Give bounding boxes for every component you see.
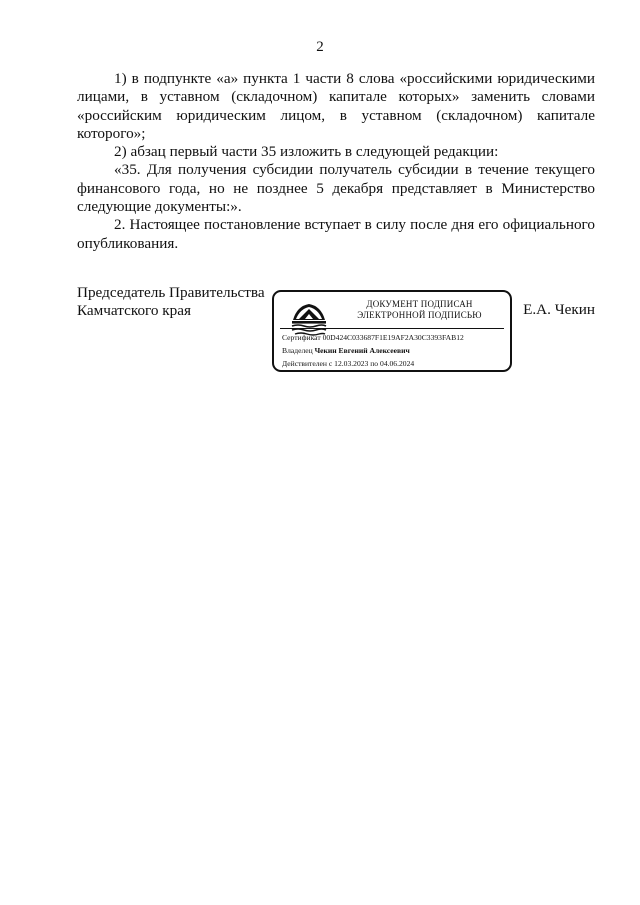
- stamp-validity-label: Действителен: [282, 359, 327, 368]
- paragraph-new-wording: «35. Для получения субсидии получатель субсидии в течение текущего финансового года, но не позднее 5 декабря представляет в Министерство следующие документы:».: [77, 161, 595, 216]
- government-emblem-icon: [288, 300, 330, 336]
- stamp-certificate: [282, 333, 464, 342]
- stamp-title-line-2: ЭЛЕКТРОННОЙ ПОДПИСЬЮ: [357, 310, 482, 320]
- stamp-certificate-value: 00D424C033687F1E19AF2A30C3393FAB12: [322, 333, 464, 342]
- stamp-validity-to-word: по: [370, 359, 379, 368]
- stamp-validity-to: 04.06.2024: [380, 359, 415, 368]
- paragraph-amendment-1: 1) в подпункте «а» пункта 1 части 8 слова «российскими юридическими лицами, в уставном (складочном) капитале которых» заменить словами «российским юридическим лицом, в уставном (складочном) капитале которого»;: [77, 70, 595, 142]
- stamp-certificate-label: Сертификат: [282, 333, 321, 342]
- document-body: [77, 70, 595, 253]
- stamp-divider: [280, 328, 504, 329]
- stamp-owner-label: Владелец: [282, 346, 313, 355]
- stamp-validity-from: 12.03.2023: [334, 359, 369, 368]
- stamp-title-line-1: ДОКУМЕНТ ПОДПИСАН: [366, 299, 473, 309]
- stamp-owner-value: Чекин Евгений Алексеевич: [314, 346, 410, 355]
- page-number: 2: [316, 39, 324, 55]
- stamp-validity-from-word: с: [328, 359, 333, 368]
- signer-name: Е.А. Чекин: [523, 301, 595, 318]
- signer-position: Председатель Правительства Камчатского края: [77, 284, 265, 320]
- stamp-owner: [282, 346, 410, 355]
- electronic-signature-stamp: [272, 290, 512, 372]
- stamp-validity: [282, 359, 414, 368]
- paragraph-amendment-2: 2) абзац первый части 35 изложить в следующей редакции:: [114, 143, 499, 161]
- stamp-title: [332, 299, 507, 321]
- paragraph-entry-into-force: 2. Настоящее постановление вступает в силу после дня его официального опубликования.: [77, 216, 595, 252]
